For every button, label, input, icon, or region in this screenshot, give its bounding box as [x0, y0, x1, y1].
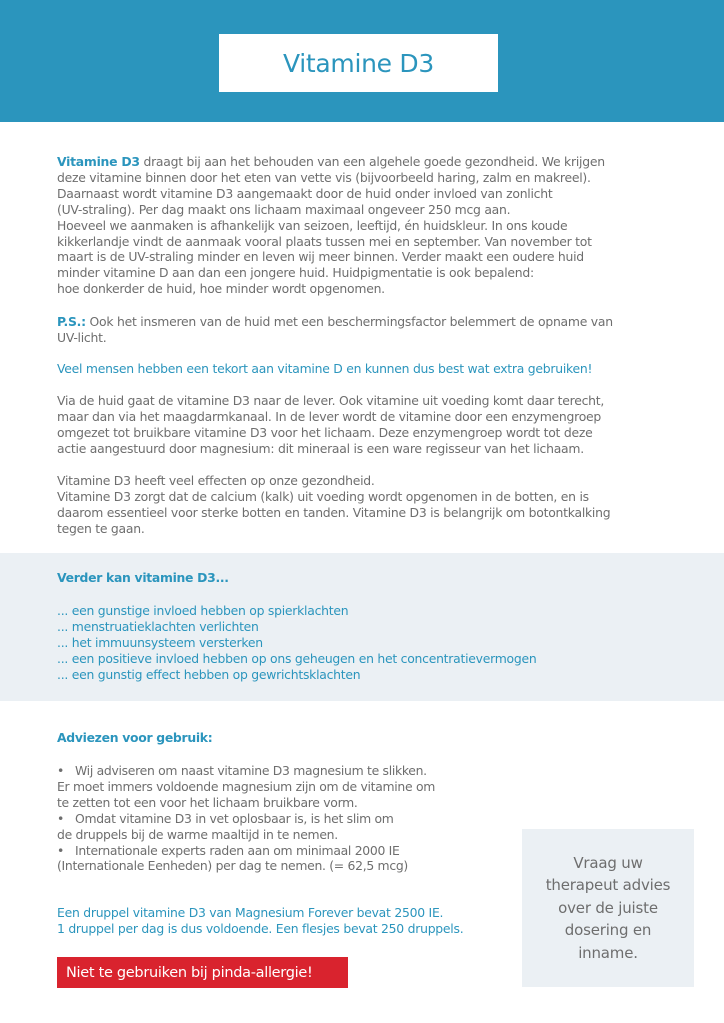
benefits-list	[57, 603, 536, 683]
intro-line: minder vitamine D aan dan een jongere huid. Huidpigmentatie is ook bepalend:	[57, 265, 534, 281]
advice-bullet: • Internationale experts raden aan om minimaal 2000 IE	[57, 842, 400, 858]
intro-lead: Vitamine D3	[57, 154, 140, 169]
highlight-text: Veel mensen hebben een tekort aan vitamine D en kunnen dus best wat extra gebruiken!	[57, 361, 593, 376]
intro-line: Vitamine D3 draagt bij aan het behouden van een algehele goede gezondheid. We krijgen	[57, 154, 605, 169]
benefits-section	[57, 570, 536, 683]
effects-line: tegen te gaan.	[57, 520, 145, 536]
liver-line: omgezet tot bruikbare vitamine D3 voor het lichaam. Deze enzymengroep wordt tot deze	[57, 424, 593, 440]
advice-bullet: • Omdat vitamine D3 in vet oplosbaar is, is het slim om	[57, 810, 394, 826]
advice-line: (Internationale Eenheden) per dag te nemen. (= 62,5 mcg)	[57, 858, 408, 874]
therapist-advice-text: Vraag uw therapeut advies over de juiste dosering en inname.	[545, 853, 671, 962]
title-box	[219, 34, 498, 92]
advice-title: Adviezen voor gebruik:	[57, 730, 213, 745]
effects-paragraph	[57, 473, 677, 537]
highlight-statement	[57, 361, 677, 377]
effects-line: daarom essentieel voor sterke botten en tanden. Vitamine D3 is belangrijk om botontkalking	[57, 504, 611, 520]
ps-paragraph	[57, 314, 677, 346]
product-line: 1 druppel per dag is dus voldoende. Een flesjes bevat 250 druppels.	[57, 920, 464, 936]
product-info	[57, 905, 463, 937]
benefits-title: Verder kan vitamine D3...	[57, 570, 229, 585]
intro-line: hoe donkerder de huid, hoe minder wordt opgenomen.	[57, 281, 385, 297]
advice-line: de druppels bij de warme maaltijd in te nemen.	[57, 826, 338, 842]
benefits-band	[0, 553, 724, 701]
page-title: Vitamine D3	[283, 48, 434, 78]
bullet-icon: •	[57, 763, 65, 778]
advice-bullet: • Wij adviseren om naast vitamine D3 magnesium te slikken.	[57, 763, 427, 778]
liver-line: actie aangestuurd door magnesium: dit mineraal is een ware regisseur van het lichaam.	[57, 440, 584, 456]
benefit-item: ... menstruatieklachten verlichten	[57, 618, 259, 634]
advice-section	[57, 730, 507, 874]
liver-line: maar dan via het maagdarmkanaal. In de lever wordt de vitamine door een enzymengroep	[57, 408, 602, 424]
bullet-icon: •	[57, 842, 65, 858]
intro-line: Hoeveel we aanmaken is afhankelijk van seizoen, leeftijd, én huidskleur. In ons koude	[57, 217, 568, 233]
benefit-item: ... een gunstige invloed hebben op spierklachten	[57, 603, 349, 618]
bullet-icon: •	[57, 810, 65, 826]
allergy-warning: Niet te gebruiken bij pinda-allergie!	[57, 957, 348, 988]
header-band	[0, 0, 724, 122]
product-line: Een druppel vitamine D3 van Magnesium Forever bevat 2500 IE.	[57, 905, 444, 920]
ps-line: P.S.: Ook het insmeren van de huid met een beschermingsfactor belemmert de opname van	[57, 314, 613, 329]
intro-line: maart is de UV-straling minder en leven wij meer binnen. Verder maakt een oudere huid	[57, 249, 584, 265]
ps-label: P.S.:	[57, 314, 86, 329]
effects-line: Vitamine D3 zorgt dat de calcium (kalk) uit voeding wordt opgenomen in de botten, en is	[57, 488, 589, 504]
intro-line: Daarnaast wordt vitamine D3 aangemaakt door de huid onder invloed van zonlicht	[57, 185, 553, 201]
benefit-item: ... een gunstig effect hebben op gewrichtsklachten	[57, 666, 361, 682]
intro-line: kikkerlandje vindt de aanmaak vooral plaats tussen mei en september. Van november tot	[57, 233, 592, 249]
intro-line: deze vitamine binnen door het eten van vette vis (bijvoorbeeld haring, zalm en makreel).	[57, 169, 591, 185]
advice-line: Er moet immers voldoende magnesium zijn om de vitamine om	[57, 778, 435, 794]
liver-line: Via de huid gaat de vitamine D3 naar de lever. Ook vitamine uit voeding komt daar terecht,	[57, 393, 605, 408]
therapist-advice-box	[522, 829, 694, 987]
intro-line: (UV-straling). Per dag maakt ons lichaam maximaal ongeveer 250 mcg aan.	[57, 201, 511, 217]
liver-paragraph	[57, 393, 677, 457]
benefit-item: ... een positieve invloed hebben op ons geheugen en het concentratievermogen	[57, 650, 537, 666]
ps-line: UV-licht.	[57, 329, 107, 345]
effects-line: Vitamine D3 heeft veel effecten op onze gezondheid.	[57, 473, 375, 488]
advice-line: te zetten tot een voor het lichaam bruikbare vorm.	[57, 794, 358, 810]
intro-paragraph	[57, 154, 677, 297]
benefit-item: ... het immuunsysteem versterken	[57, 634, 263, 650]
